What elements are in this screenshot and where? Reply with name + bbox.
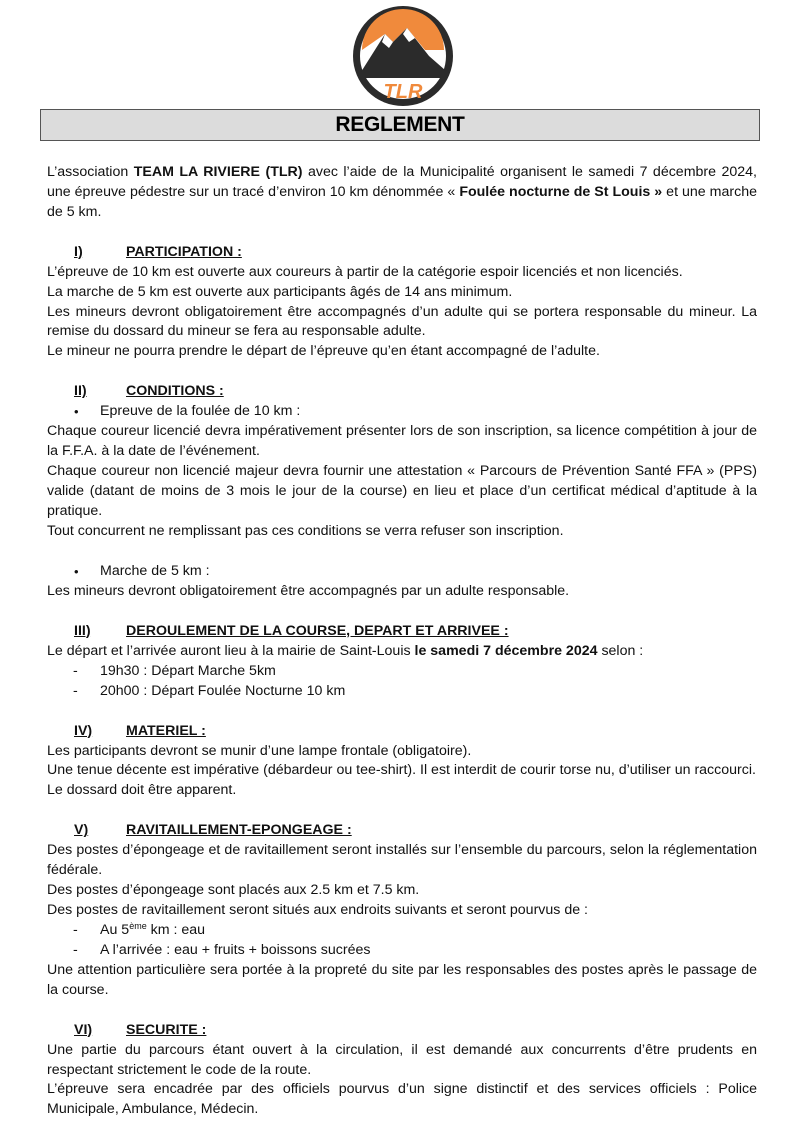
intro-org: TEAM LA RIVIERE (TLR) — [133, 164, 303, 180]
section-title: RAVITAILLEMENT-EPONGEAGE : — [126, 822, 352, 839]
paragraph: Les mineurs devront obligatoirement être accompagnés d’un adulte qui se portera responsable du mineur. La remise du dossard du mineur se fera au responsable adulte. — [47, 303, 757, 340]
paragraph: Des postes d’épongeage et de ravitaillement seront installés sur l’ensemble du parcours, selon la réglementation fédérale. — [47, 842, 757, 879]
list-item-text — [100, 921, 205, 941]
paragraph: Les participants devront se munir d’une lampe frontale (obligatoire). — [47, 742, 472, 759]
dash-icon: - — [73, 941, 78, 958]
dash-icon: - — [73, 921, 78, 938]
dash-icon: - — [73, 682, 78, 699]
list-item-text-part: Au 5 — [100, 921, 130, 938]
section-number: II) — [74, 383, 87, 400]
list-item-text: Marche de 5 km : — [100, 562, 210, 579]
section-title: PARTICIPATION : — [126, 243, 242, 260]
paragraph: Une partie du parcours étant ouvert à la circulation, il est demandé aux concurrents d’être prudents en respectant strictement le code de la route. — [47, 1041, 757, 1078]
intro-text: et une marche de 5 km. — [47, 183, 757, 220]
paragraph: Le dossard doit être apparent. — [47, 782, 237, 799]
paragraph: Des postes de ravitaillement seront situés aux endroits suivants et seront pourvus de : — [47, 901, 588, 918]
paragraph: Les mineurs devront obligatoirement être accompagnés par un adulte responsable. — [47, 582, 570, 599]
section-number: III) — [74, 622, 91, 639]
intro-text: avec l’aide de la Municipalité organisent le samedi 7 décembre 2024, une épreuve pédestre sur un tracé d’environ 10 km dénommée « — [47, 164, 757, 200]
list-item — [47, 662, 757, 682]
superscript: ème — [129, 920, 147, 931]
bullet-icon: • — [74, 404, 79, 420]
intro-event-name: Foulée nocturne de St Louis » — [459, 183, 663, 200]
list-item-text: Epreuve de la foulée de 10 km : — [100, 403, 301, 420]
section-number: IV) — [74, 722, 93, 739]
list-item-text: 20h00 : Départ Foulée Nocturne 10 km — [100, 682, 346, 699]
section-deroulement-heading — [47, 622, 757, 642]
paragraph: Une attention particulière sera portée à la propreté du site par les responsables des postes après le passage de la course. — [47, 961, 757, 998]
paragraph: Chaque coureur non licencié majeur devra fournir une attestation « Parcours de Prévention Santé FFA » (PPS) valide (datant de moins de 3 mois le jour de la course) en lieu et place d’un certificat médical d’aptitude à la pratique. — [47, 463, 757, 519]
section-participation-heading — [47, 243, 757, 263]
event-date: le samedi 7 décembre 2024 — [414, 642, 598, 659]
paragraph-text: Le départ et l’arrivée auront lieu à la mairie de Saint-Louis — [47, 642, 415, 659]
intro-paragraph — [47, 163, 757, 223]
paragraph: La marche de 5 km est ouverte aux participants âgés de 14 ans minimum. — [47, 283, 513, 300]
list-item — [47, 682, 757, 702]
list-item-text: 19h30 : Départ Marche 5km — [100, 662, 276, 679]
logo-text: TLR — [383, 81, 423, 103]
section-materiel-heading — [47, 722, 757, 742]
list-item-text: A l’arrivée : eau + fruits + boissons sucrées — [100, 941, 371, 958]
section-securite-heading — [47, 1021, 757, 1041]
section-title: MATERIEL : — [126, 722, 206, 739]
paragraph: L’épreuve sera encadrée par des officiels pourvus d’un signe distinctif et des services officiels : Police Municipale, Ambulance, Médecin. — [47, 1081, 757, 1118]
list-item — [47, 921, 757, 941]
paragraph — [47, 642, 757, 662]
paragraph: Une tenue décente est impérative (débardeur ou tee-shirt). Il est interdit de courir torse nu, d’utiliser un raccourci. — [47, 762, 756, 779]
section-number: V) — [74, 822, 89, 839]
dash-icon: - — [73, 662, 78, 679]
section-title: DEROULEMENT DE LA COURSE, DEPART ET ARRIVEE : — [126, 622, 509, 639]
tlr-logo — [349, 4, 457, 108]
section-title: SECURITE : — [126, 1021, 207, 1038]
list-item — [47, 941, 757, 961]
paragraph: Chaque coureur licencié devra impérativement présenter lors de son inscription, sa licence compétition à jour de la F.F.A. à la date de l’événement. — [47, 423, 757, 460]
page-title: REGLEMENT — [40, 109, 760, 141]
paragraph: Le mineur ne pourra prendre le départ de l’épreuve qu’en étant accompagné de l’adulte. — [47, 343, 600, 360]
section-number: I) — [74, 243, 83, 260]
list-item — [47, 562, 757, 582]
document-body — [47, 163, 757, 1120]
paragraph-text: selon : — [597, 642, 644, 659]
bullet-icon: • — [74, 563, 79, 579]
list-item — [47, 402, 757, 422]
paragraph: Tout concurrent ne remplissant pas ces conditions se verra refuser son inscription. — [47, 522, 564, 539]
list-item-text-part: km : eau — [146, 921, 206, 938]
paragraph: L’épreuve de 10 km est ouverte aux coureurs à partir de la catégorie espoir licenciés et non licenciés. — [47, 263, 683, 280]
paragraph: Des postes d’épongeage sont placés aux 2.5 km et 7.5 km. — [47, 882, 420, 899]
section-title: CONDITIONS : — [126, 383, 224, 400]
intro-text: L’association — [47, 164, 134, 180]
section-conditions-heading — [47, 382, 757, 402]
section-number: VI) — [74, 1021, 93, 1038]
section-ravitaillement-heading — [47, 821, 757, 841]
